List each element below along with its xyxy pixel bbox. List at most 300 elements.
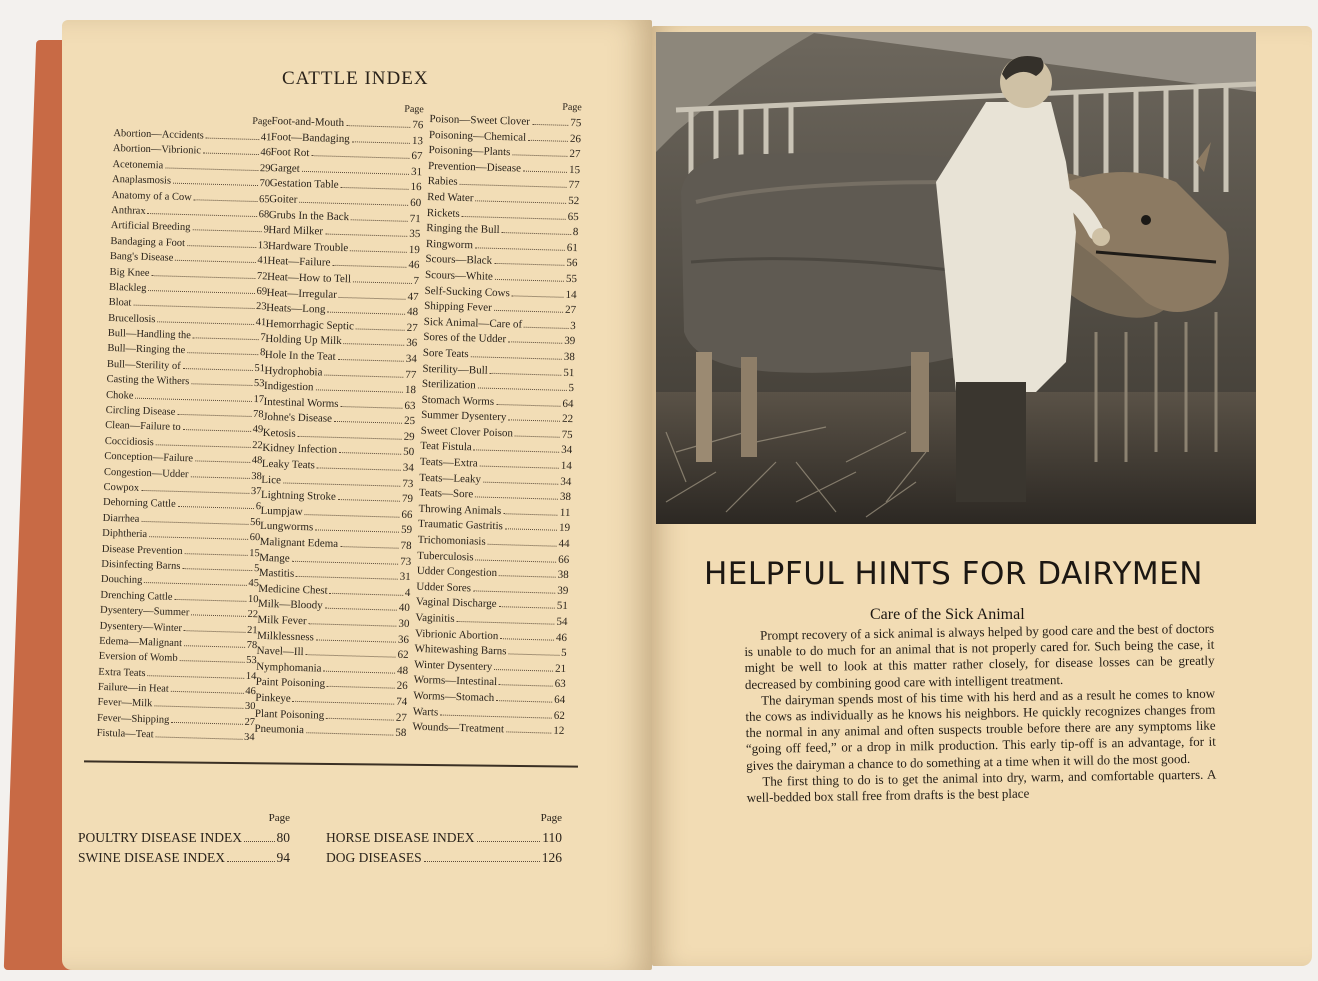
index-entry-page: 63 bbox=[554, 678, 566, 691]
index-entry-label: Heat—Irregular bbox=[266, 286, 338, 301]
index-entry-page: 53 bbox=[253, 378, 265, 390]
index-entry-label: Teats—Sore bbox=[418, 487, 474, 501]
index-entry-page: 47 bbox=[407, 290, 419, 303]
index-entry-page: 41 bbox=[257, 255, 269, 267]
index-entry-label: Choke bbox=[105, 389, 134, 402]
paragraph: Prompt recovery of a sick animal is always helped by good care and the best of doctors is unable to do much for an animal that is not properly cared for. Such being the case, it might be well to look at this matter rather closely, for disease losses can be greatly decreased by combining good care with intelligent treatment. bbox=[744, 620, 1215, 692]
index-entry-label: Anatomy of a Cow bbox=[111, 189, 193, 203]
leader-dots bbox=[141, 490, 249, 494]
index-entry-page: 73 bbox=[399, 555, 412, 568]
leader-dots bbox=[135, 397, 251, 401]
index-entry-page: 30 bbox=[244, 701, 256, 713]
index-entry-label: Navel—Ill bbox=[256, 644, 304, 659]
index-entry-page: 51 bbox=[556, 600, 569, 613]
index-entry bbox=[326, 848, 562, 868]
leader-dots bbox=[494, 669, 553, 672]
index-entry-label: Anaplasmosis bbox=[111, 174, 172, 187]
index-entry-label: Winter Dysentery bbox=[414, 658, 493, 673]
index-entry-label: Johne's Disease bbox=[262, 411, 333, 426]
index-entry-page: 39 bbox=[564, 335, 576, 348]
index-entry-label: Bloat bbox=[108, 297, 132, 309]
index-entry-label: Acetonemia bbox=[112, 158, 164, 172]
leader-dots bbox=[184, 553, 247, 556]
index-entry-label: Pinkeye bbox=[255, 691, 291, 705]
index-entry-page: 7 bbox=[413, 274, 420, 288]
leader-dots bbox=[505, 529, 557, 531]
index-entry-page: 19 bbox=[408, 243, 421, 256]
index-entry-label: Pneumonia bbox=[254, 722, 305, 737]
leader-dots bbox=[440, 714, 552, 718]
index-entry-label: Mastitis bbox=[258, 567, 295, 581]
leader-dots bbox=[183, 429, 251, 432]
leader-dots bbox=[184, 630, 245, 633]
index-entry-label: Intestinal Worms bbox=[263, 395, 339, 410]
leader-dots bbox=[502, 232, 571, 235]
index-entry-label: Bull—Handling the bbox=[107, 327, 192, 342]
leader-dots bbox=[315, 389, 402, 392]
index-entry-label: Vibrionic Abortion bbox=[414, 627, 499, 642]
index-entry-page: 12 bbox=[553, 724, 565, 738]
leader-dots bbox=[177, 414, 251, 417]
index-entry-label: Dysentery—Winter bbox=[99, 620, 183, 634]
leader-dots bbox=[316, 639, 396, 642]
index-entry-label: Self-Sucking Cows bbox=[424, 284, 511, 299]
index-entry-label: Coccidiosis bbox=[104, 435, 154, 449]
leader-dots bbox=[227, 861, 275, 862]
index-entry-label: Indigestion bbox=[263, 379, 314, 394]
index-entry-page: 65 bbox=[567, 210, 579, 223]
index-entry-page: 34 bbox=[405, 352, 417, 366]
leader-dots bbox=[344, 343, 405, 346]
index-entry-label: Lungworms bbox=[259, 520, 314, 534]
leader-dots bbox=[165, 167, 258, 171]
leader-dots bbox=[523, 170, 567, 172]
leader-dots bbox=[476, 559, 557, 562]
index-entry-page: 68 bbox=[258, 209, 270, 221]
leader-dots bbox=[532, 124, 568, 126]
index-entry-label: Eversion of Womb bbox=[98, 651, 178, 665]
index-entry bbox=[326, 828, 562, 848]
index-entry-label: Sweet Clover Poison bbox=[420, 424, 514, 440]
index-entry-page: 64 bbox=[554, 693, 566, 706]
index-entry-label: Douching bbox=[100, 574, 143, 587]
leader-dots bbox=[473, 590, 555, 593]
index-entry-page: 41 bbox=[260, 132, 272, 144]
index-entry-page: 41 bbox=[255, 316, 267, 329]
index-entry-label: Kidney Infection bbox=[262, 442, 338, 457]
leader-dots bbox=[475, 497, 558, 500]
index-entry-label: Lightning Stroke bbox=[260, 489, 336, 504]
page-column-header: Page bbox=[540, 812, 562, 824]
index-entry-page: 9 bbox=[263, 224, 269, 236]
leader-dots bbox=[315, 530, 399, 533]
leader-dots bbox=[180, 660, 245, 663]
leader-dots bbox=[317, 467, 401, 470]
index-entry-page: 15 bbox=[568, 163, 581, 176]
leader-dots bbox=[339, 296, 406, 299]
index-entry-label: Heat—How to Tell bbox=[266, 270, 352, 286]
index-entry-label: Sick Animal—Care of bbox=[423, 315, 523, 331]
index-entry-label: Poisoning—Chemical bbox=[428, 128, 527, 144]
index-entry-label: Stomach Worms bbox=[421, 393, 495, 408]
index-entry-label: Hemorrhagic Septic bbox=[265, 317, 355, 333]
leader-dots bbox=[154, 706, 243, 709]
index-entry-page: 67 bbox=[411, 150, 423, 163]
index-entry-page: 34 bbox=[561, 444, 573, 457]
leader-dots bbox=[302, 171, 409, 175]
index-entry-label: Worms—Intestinal bbox=[413, 674, 498, 689]
leader-dots bbox=[203, 153, 258, 156]
leader-dots bbox=[156, 737, 242, 740]
leader-dots bbox=[503, 513, 558, 516]
index-entry-label: Plant Poisoning bbox=[254, 707, 325, 722]
leader-dots bbox=[296, 576, 398, 580]
index-entry-page: 64 bbox=[562, 397, 574, 410]
index-entry-page: 58 bbox=[395, 726, 407, 740]
index-entry-page: 11 bbox=[559, 506, 571, 519]
index-entry-label: Sterility—Bull bbox=[422, 362, 488, 377]
index-entry-page: 40 bbox=[398, 602, 411, 615]
leader-dots bbox=[311, 155, 409, 159]
leader-dots bbox=[424, 861, 540, 862]
index-entry-label: Drenching Cattle bbox=[100, 589, 173, 603]
leader-dots bbox=[293, 701, 395, 705]
leader-dots bbox=[524, 326, 568, 328]
index-entry-label: Rabies bbox=[427, 175, 458, 189]
leader-dots bbox=[192, 230, 261, 233]
index-entry-label: Traumatic Gastritis bbox=[417, 518, 504, 533]
index-entry-page: 13 bbox=[411, 134, 424, 147]
index-entry-label: Milk Fever bbox=[257, 613, 307, 628]
index-entry-label: Tuberculosis bbox=[417, 549, 474, 564]
index-entry-page: 8 bbox=[259, 347, 266, 359]
index-entry-page: 13 bbox=[257, 239, 269, 252]
leader-dots bbox=[191, 614, 245, 617]
index-entry-page: 44 bbox=[558, 537, 570, 551]
leader-dots bbox=[148, 290, 254, 294]
leader-dots bbox=[508, 420, 560, 422]
index-entry-page: 65 bbox=[258, 193, 270, 205]
leader-dots bbox=[512, 295, 564, 297]
leader-dots bbox=[496, 404, 560, 407]
index-entry-page: 27 bbox=[244, 716, 256, 729]
index-entry-label: Dysentery—Summer bbox=[99, 604, 190, 619]
other-index-left bbox=[78, 812, 290, 868]
index-entry-page: 21 bbox=[246, 624, 258, 636]
index-entry-page: 21 bbox=[554, 662, 567, 675]
leader-dots bbox=[148, 213, 257, 217]
index-entry-page: 60 bbox=[410, 196, 422, 210]
index-entry-label: Poison—Sweet Clover bbox=[429, 112, 531, 128]
index-entry-page: 26 bbox=[569, 132, 582, 145]
index-entry-label: Udder Congestion bbox=[416, 565, 498, 580]
index-entry-page: 34 bbox=[560, 475, 572, 488]
leader-dots bbox=[178, 506, 254, 509]
index-entry-label: Paint Poisoning bbox=[255, 676, 326, 691]
index-entry-page: 39 bbox=[557, 584, 569, 597]
index-entry-label: Bang's Disease bbox=[109, 251, 174, 264]
index-entry-label: Udder Sores bbox=[416, 580, 472, 595]
leader-dots bbox=[171, 691, 244, 694]
index-entry-page: 48 bbox=[406, 305, 419, 319]
article-body bbox=[744, 621, 1217, 807]
index-entry-page: 18 bbox=[404, 383, 417, 397]
leader-dots bbox=[341, 187, 409, 190]
index-entry-page: 75 bbox=[570, 116, 582, 130]
index-entry-page: 61 bbox=[566, 241, 579, 254]
index-entry-label: Rickets bbox=[426, 206, 460, 220]
index-entry-label: Diarrhea bbox=[102, 512, 140, 525]
leader-dots bbox=[175, 260, 255, 263]
page-column-header: Page bbox=[268, 812, 290, 824]
index-entry-page: 56 bbox=[566, 257, 578, 270]
page-column-header: Page bbox=[562, 101, 582, 114]
leader-dots bbox=[499, 607, 555, 610]
leader-dots bbox=[346, 125, 410, 128]
leader-dots bbox=[496, 700, 552, 703]
index-entry-page: 15 bbox=[249, 547, 260, 559]
index-entry-label: Fever—Shipping bbox=[96, 712, 170, 726]
index-entry-label: Ringing the Bull bbox=[426, 222, 500, 237]
leader-dots bbox=[477, 841, 541, 842]
cattle-index-title: CATTLE INDEX bbox=[282, 68, 429, 89]
index-entry-page: 126 bbox=[541, 850, 562, 865]
index-entry-label: Heat—Failure bbox=[267, 255, 331, 270]
page-column-header: Page bbox=[404, 103, 424, 116]
index-entry-page: 7 bbox=[260, 332, 266, 344]
index-entry-label: Poisoning—Plants bbox=[428, 144, 511, 159]
index-entry-label: Sores of the Udder bbox=[423, 331, 507, 346]
leader-dots bbox=[327, 312, 405, 315]
index-entry-page: 38 bbox=[251, 470, 263, 482]
index-entry-label: Throwing Animals bbox=[418, 502, 502, 517]
index-entry-label: Nymphomania bbox=[256, 660, 322, 675]
index-entry-label: Clean—Failure to bbox=[105, 420, 181, 434]
leader-dots bbox=[151, 275, 255, 279]
index-entry-label: Milklessness bbox=[256, 629, 315, 643]
index-entry-page: 27 bbox=[395, 711, 407, 724]
index-entry-label: Artificial Breeding bbox=[110, 220, 191, 234]
leader-dots bbox=[353, 281, 412, 284]
index-entry-label: DOG DISEASES bbox=[326, 850, 422, 865]
index-entry-page: 73 bbox=[402, 477, 414, 490]
index-entry-label: Teats—Extra bbox=[419, 455, 478, 470]
index-entry-label: Goiter bbox=[269, 192, 298, 206]
index-entry-label: Red Water bbox=[427, 190, 474, 205]
index-entry-label: Holding Up Milk bbox=[265, 333, 342, 348]
index-entry-page: 51 bbox=[254, 362, 266, 375]
index-entry-page: 55 bbox=[565, 272, 578, 286]
leader-dots bbox=[508, 342, 562, 345]
index-entry-page: 22 bbox=[247, 609, 259, 621]
index-entry-label: Prevention—Disease bbox=[427, 159, 522, 175]
index-entry-label: Hole In the Teat bbox=[264, 348, 336, 363]
index-entry-page: 17 bbox=[253, 393, 265, 405]
index-entry-page: 35 bbox=[409, 228, 421, 241]
page-column-header: Page bbox=[252, 115, 272, 128]
index-entry-page: 10 bbox=[247, 593, 259, 605]
index-entry-page: 110 bbox=[542, 830, 562, 845]
leader-dots bbox=[528, 139, 568, 141]
index-entry-page: 53 bbox=[246, 655, 257, 667]
leader-dots bbox=[490, 372, 562, 375]
index-entry-page: 5 bbox=[560, 647, 567, 660]
index-entry-page: 46 bbox=[408, 259, 420, 272]
leader-dots bbox=[471, 356, 562, 360]
leader-dots bbox=[193, 337, 259, 340]
index-entry-label: Foot-and-Mouth bbox=[271, 114, 345, 130]
leader-dots bbox=[324, 374, 403, 377]
leader-dots bbox=[184, 645, 245, 648]
leader-dots bbox=[334, 421, 402, 424]
index-entry-label: Heats—Long bbox=[266, 302, 326, 316]
leader-dots bbox=[144, 582, 246, 586]
leader-dots bbox=[495, 279, 564, 282]
leader-dots bbox=[508, 654, 559, 656]
index-entry-page: 78 bbox=[252, 409, 264, 421]
index-entry-page: 4 bbox=[404, 586, 411, 599]
index-entry-label: Congestion—Udder bbox=[103, 466, 189, 480]
index-entry-page: 36 bbox=[406, 337, 418, 350]
leader-dots bbox=[340, 546, 398, 549]
leader-dots bbox=[460, 184, 567, 188]
leader-dots bbox=[326, 717, 394, 720]
leader-dots bbox=[474, 450, 560, 453]
index-entry-page: 27 bbox=[564, 303, 577, 317]
index-entry-page: 36 bbox=[397, 633, 410, 646]
index-entry-label: Fever—Milk bbox=[97, 697, 153, 710]
leader-dots bbox=[478, 388, 567, 391]
leader-dots bbox=[156, 444, 250, 448]
leader-dots bbox=[500, 638, 554, 640]
leader-dots bbox=[338, 499, 400, 502]
leader-dots bbox=[182, 568, 252, 571]
index-entry-label: Diphtheria bbox=[102, 527, 148, 541]
index-entry-page: 54 bbox=[556, 615, 568, 629]
index-entry-page: 8 bbox=[572, 226, 579, 239]
leader-dots bbox=[173, 183, 258, 186]
index-entry-page: 50 bbox=[403, 446, 415, 459]
index-entry-page: 56 bbox=[249, 516, 261, 529]
index-column-1 bbox=[96, 112, 272, 746]
leader-dots bbox=[340, 406, 402, 409]
leader-dots bbox=[187, 353, 258, 356]
index-entry-label: Sterilization bbox=[421, 377, 476, 392]
index-entry-label: Hydrophobia bbox=[264, 364, 323, 379]
leader-dots bbox=[332, 265, 406, 268]
index-entry-label: Ringworm bbox=[425, 237, 474, 252]
leader-dots bbox=[174, 599, 245, 602]
leader-dots bbox=[292, 560, 398, 564]
index-entry-page: 69 bbox=[256, 285, 268, 298]
leader-dots bbox=[325, 234, 407, 237]
index-entry-page: 22 bbox=[561, 413, 574, 426]
index-entry-label: HORSE DISEASE INDEX bbox=[326, 830, 475, 845]
index-entry-page: 77 bbox=[405, 368, 417, 381]
index-entry-label: Mange bbox=[259, 551, 290, 565]
index-entry-label: Worms—Stomach bbox=[413, 689, 495, 704]
index-entry-page: 30 bbox=[398, 617, 410, 631]
leader-dots bbox=[141, 521, 248, 525]
leader-dots bbox=[299, 202, 408, 206]
index-entry-page: 48 bbox=[251, 455, 263, 467]
index-entry-label: Foot Rot bbox=[270, 146, 310, 160]
leader-dots bbox=[330, 593, 403, 596]
leader-dots bbox=[457, 621, 555, 625]
index-entry-page: 31 bbox=[399, 570, 411, 584]
index-entry-page: 6 bbox=[255, 501, 262, 513]
index-entry-page: 46 bbox=[555, 631, 568, 644]
index-entry-label: Summer Dysentery bbox=[420, 409, 507, 424]
leader-dots bbox=[305, 514, 400, 518]
index-entry-label: Sore Teats bbox=[422, 346, 469, 361]
index-entry-page: 5 bbox=[568, 382, 575, 395]
index-entry-page: 66 bbox=[557, 553, 570, 566]
index-entry-label: Gestation Table bbox=[269, 177, 339, 192]
leader-dots bbox=[306, 732, 393, 735]
index-entry-label: POULTRY DISEASE INDEX bbox=[78, 830, 243, 845]
index-entry-page: 26 bbox=[396, 680, 408, 693]
index-entry-label: Ketosis bbox=[262, 426, 296, 440]
index-entry-page: 51 bbox=[563, 366, 575, 379]
leader-dots bbox=[494, 263, 564, 266]
index-entry-label: Trichomoniasis bbox=[417, 533, 486, 548]
other-index-right bbox=[326, 812, 562, 868]
index-entry-page: 37 bbox=[250, 485, 262, 498]
leader-dots bbox=[195, 461, 250, 464]
leader-dots bbox=[475, 200, 566, 204]
index-entry-label: Blackleg bbox=[108, 281, 147, 294]
index-entry bbox=[78, 848, 290, 868]
leader-dots bbox=[244, 841, 274, 842]
index-entry-page: 22 bbox=[252, 439, 263, 452]
leader-dots bbox=[488, 544, 557, 547]
index-entry-page: 49 bbox=[252, 424, 264, 436]
index-entry-label: Vaginal Discharge bbox=[415, 596, 497, 611]
index-entry-page: 29 bbox=[259, 162, 271, 175]
index-entry-page: 59 bbox=[400, 524, 413, 537]
index-entry-page: 27 bbox=[569, 148, 581, 161]
leader-dots bbox=[133, 305, 254, 309]
index-entry-label: Bull—Sterility of bbox=[106, 358, 181, 372]
index-entry-label: Leaky Teats bbox=[261, 457, 316, 472]
index-entry-page: 62 bbox=[397, 648, 409, 662]
index-entry-label: Fistula—Teat bbox=[96, 727, 154, 741]
index-entry-label: Teats—Leaky bbox=[419, 471, 482, 486]
leader-dots bbox=[356, 328, 405, 330]
index-entry-label: Lumpjaw bbox=[260, 504, 303, 518]
index-entry-label: Warts bbox=[412, 705, 439, 719]
index-entry-page: 48 bbox=[396, 664, 409, 677]
leader-dots bbox=[499, 685, 553, 687]
leader-dots bbox=[194, 199, 257, 202]
index-entry-page: 23 bbox=[255, 301, 267, 313]
leader-dots bbox=[149, 536, 248, 540]
index-entry-page: 94 bbox=[276, 850, 290, 865]
leader-dots bbox=[147, 675, 243, 679]
leader-dots bbox=[352, 141, 410, 144]
index-entry-page: 38 bbox=[563, 350, 575, 364]
leader-dots bbox=[283, 482, 400, 486]
index-entry-label: Big Knee bbox=[109, 266, 150, 279]
leader-dots bbox=[191, 384, 252, 387]
index-entry-page: 16 bbox=[410, 181, 422, 194]
index-entry-label: SWINE DISEASE INDEX bbox=[78, 850, 225, 865]
index-entry-label: Medicine Chest bbox=[258, 582, 328, 597]
leader-dots bbox=[480, 466, 559, 469]
index-entry-page: 76 bbox=[412, 118, 424, 132]
index-entry-label: Wounds—Treatment bbox=[412, 720, 505, 736]
